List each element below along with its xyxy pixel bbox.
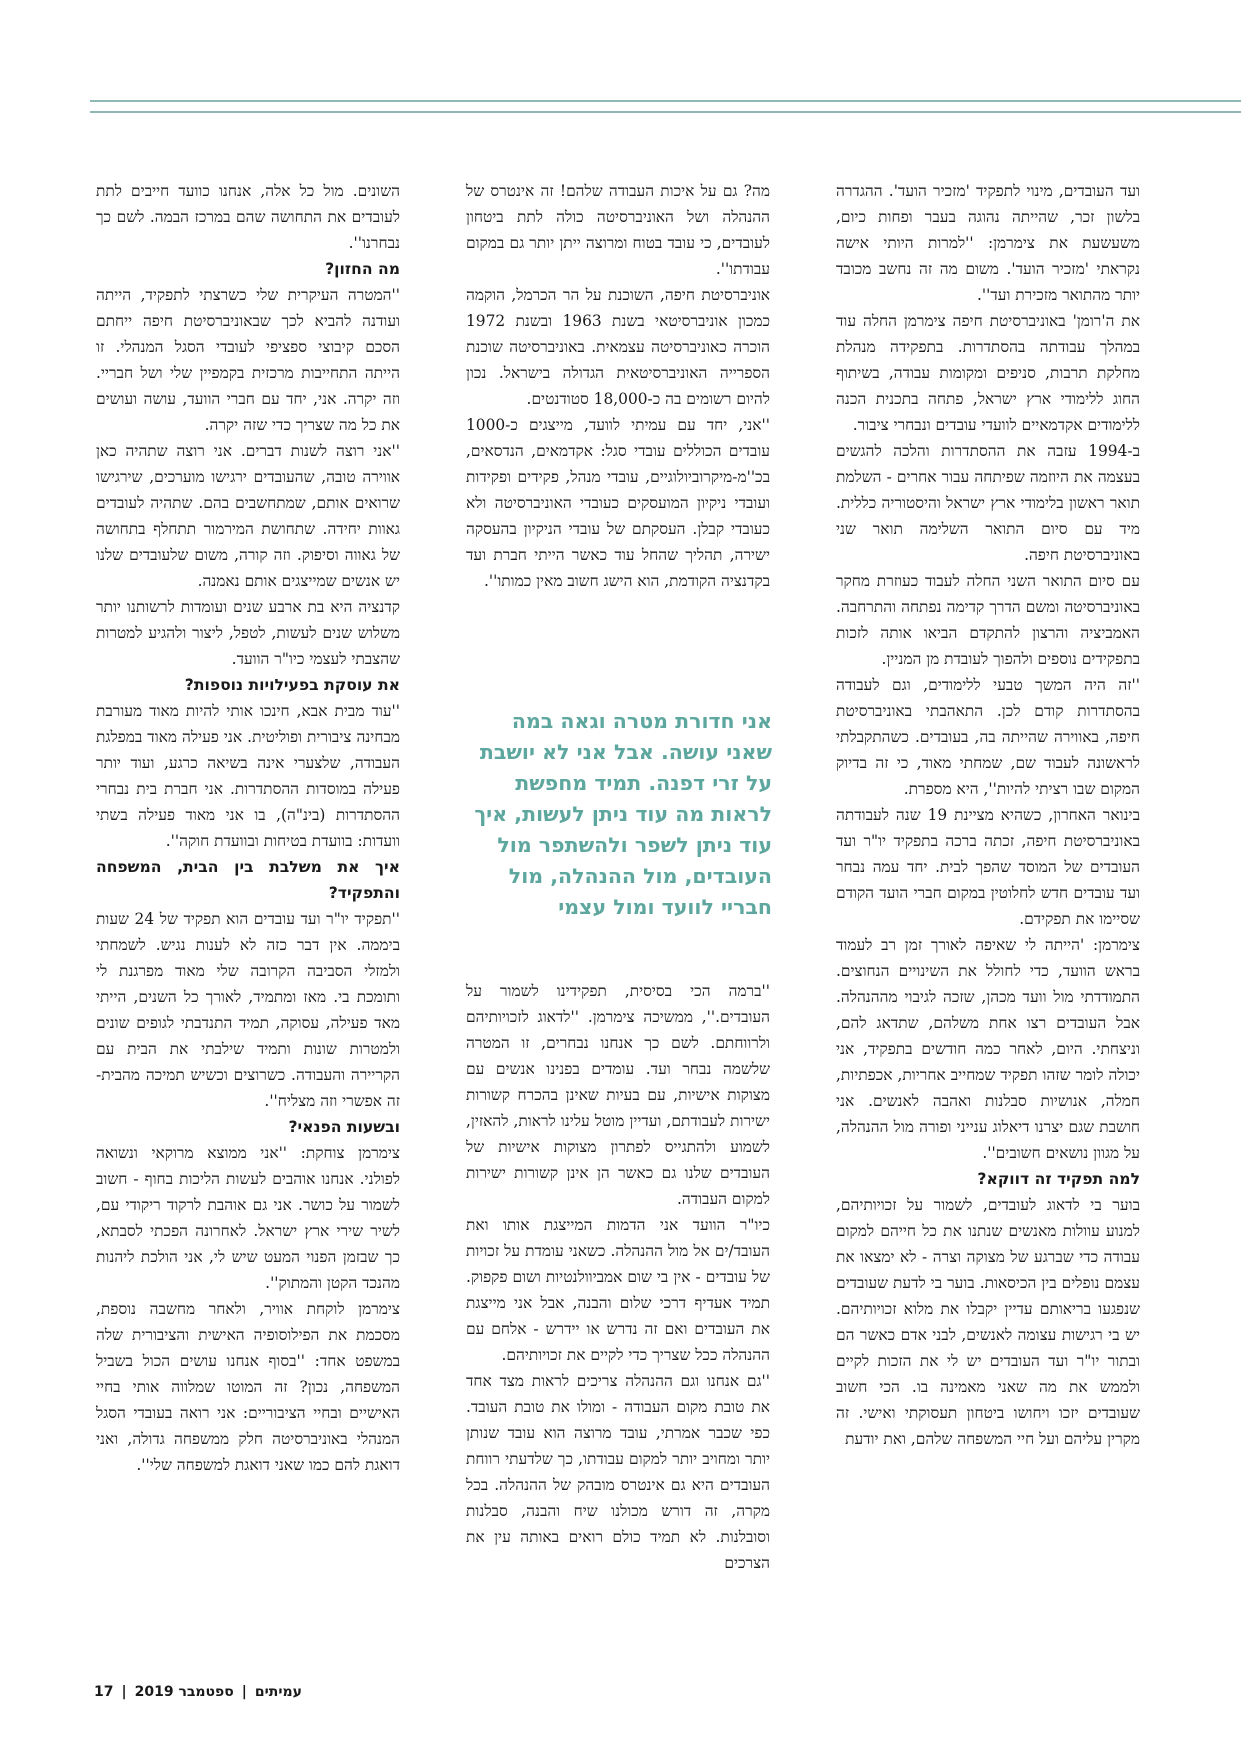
paragraph: ''אני, יחד עם עמיתי לוועד, מייצגים כ-1000 עובדים הכוללים עובדי סגל: אקדמאים, הנדסאים, בכ''מ-מיקרוביולוגיים, עובדי מנהל, פקידים ופקידות ועובדי ניקיון המועסקים כעובדי האוניברסיטה ולא כעובדי קבלן. העסקתם של עובדי הניקיון בהעסקה ישירה, תהליך שהחל עוד כאשר הייתי חברת ועד בקדנציה הקודמת, הוא הישג חשוב מאין כמותו''. <box>466 416 770 590</box>
paragraph: ''המטרה העיקרית שלי כשרצתי לתפקיד, הייתה ועודנה להביא לכך שבאוניברסיטת חיפה ייחתם הסכם קיבוצי ספציפי לעובדי הסגל המנהלי. זו הייתה התחייבות מרכזית בקמפיין שלי ושל חבריי. וזה יקרה. אני, יחד עם חברי הוועד, עושה ועושים את כל מה שצריך כדי שזה יקרה. <box>96 286 400 434</box>
paragraph: ועד העובדים, מינוי לתפקיד 'מזכיר הועד'. ההגדרה בלשון זכר, שהייתה נהוגה בעבר ופחות כיום, משעשעת את צימרמן: ''למרות היותי אישה נקראתי 'מזכיר הועד'. משום מה זה נחשב מכובד יותר מהתואר מזכירת ועד''. <box>836 182 1140 304</box>
section-heading: ובשעות הפנאי? <box>288 1118 400 1136</box>
paragraph: ''ברמה הכי בסיסית, תפקידינו לשמור על העובדים.'', ממשיכה צימרמן. ''לדאוג לזכויותיהם ולרווחתם. לשם כך אנחנו נבחרים, זו המטרה שלשמה נבחר ועד. עומדים בפנינו אנשים עם מצוקות אישיות, עם בעיות שאינן בהכרח קשורות ישירות לעבודתם, ועדיין מוטל עלינו לראות, להאזין, לשמוע ולהתגייס לפתרון מצוקות אישיות של העובדים שלנו גם כאשר הן אינן קשורות ישירות למקום העבודה. <box>466 982 770 1208</box>
paragraph: ''גם אנחנו וגם ההנהלה צריכים לראות מצד אחד את טובת מקום העבודה - ומולו את טובת העובד. כפי שכבר אמרתי, עובד מרוצה הוא עובד שנותן יותר ומחויב יותר למקום עבודתו, כך שלדעתי רווחת העובדים היא גם אינטרס מובהק של ההנהלה. בכל מקרה, זה דורש מכולנו שיח והבנה, סבלנות וסובלנות. לא תמיד כולם רואים באותה עין את הצרכים <box>466 1372 770 1572</box>
paragraph: ב-1994 עזבה את ההסתדרות והלכה להגשים בעצמה את היוזמה שפיתחה עבור אחרים - השלמת תואר ראשון בלימודי ארץ ישראל והיסטוריה כללית. מיד עם סיום התואר השלימה תואר שני באוניברסיטת חיפה. <box>836 442 1140 564</box>
paragraph: ''תפקיד יו"ר ועד עובדים הוא תפקיד של 24 שעות ביממה. אין דבר כזה לא לענות נגיש. לשמחתי ולמזלי הסביבה הקרובה שלי מאוד מפרגנת לי ותומכת בי. מאז ומתמיד, לאורך כל השנים, הייתי מאד פעילה, עסוקה, תמיד התנדבתי לגופים שונים ולמטרות שונות ותמיד שילבתי את הבית עם הקריירה והעבודה. כשרוצים וכשיש תמיכה מהבית- זה אפשרי וזה מצליח''. <box>96 910 400 1110</box>
page-footer <box>90 1684 306 1700</box>
paragraph: ''זה היה המשך טבעי ללימודים, וגם לעבודה בהסתדרות קודם לכן. התאהבתי באוניברסיטת חיפה, באווירה שהייתה בה, בעובדים. כשהתקבלתי לראשונה לעבוד שם, שמחתי מאוד, כי זה בדיוק המקום שבו רציתי להיות'', היא מספרת. <box>836 676 1140 798</box>
paragraph: צימרמן: 'הייתה לי שאיפה לאורך זמן רב לעמוד בראש הוועד, כדי לחולל את השינויים הנחוצים. התמודדתי מול וועד מכהן, שזכה לגיבוי מההנהלה. אבל העובדים רצו אחת משלהם, שתדאג להם, וניצחתי. היום, לאחר כמה חודשים בתפקיד, אני יכולה לומר שזהו תפקיד שמחייב אחריות, אכפתיות, חמלה, אנושיות סבלנות ואהבה לאנשים. אני חושבת שגם יצרנו דיאלוג ענייני ופורה מול ההנהלה, על מגוון נושאים חשובים''. <box>836 936 1140 1162</box>
section-heading: מה החזון? <box>325 260 400 278</box>
pull-quote: אני חדורת מטרה וגאה במה שאני עושה. אבל אני לא יושבת על זרי דפנה. תמיד מחפשת לראות מה עוד ניתן לעשות, איך עוד ניתן לשפר ולהשתפר מול העובדים, מול ההנהלה, מול חבריי לוועד ומול עצמי <box>474 709 772 919</box>
article-column-left <box>96 178 400 1478</box>
paragraph: כיו"ר הוועד אני הדמות המייצגת אותו ואת העובד/ים אל מול ההנהלה. כשאני עומדת על זכויות של עובדים - אין בי שום אמביוולנטיות ושום פקפוק. תמיד אעדיף דרכי שלום והבנה, אבל אני מייצגת את העובדים ואם זה נדרש או יידרש - אלחם עם ההנהלה ככל שצריך כדי לקיים את זכויותיהם. <box>466 1216 770 1364</box>
header-rule-2 <box>90 111 1241 113</box>
section-heading: למה תפקיד זה דווקא? <box>977 1170 1140 1188</box>
article-column-middle-bottom <box>466 978 770 1576</box>
separator: | <box>121 1684 127 1700</box>
magazine-name: עמיתים <box>254 1684 302 1700</box>
paragraph: בינואר האחרון, כשהיא מציינת 19 שנה לעבודתה באוניברסיטת חיפה, זכתה ברכה בתפקיד יו"ר ועד העובדים של המוסד שהפך לבית. יחד עמה נבחר ועד עובדים חדש לחלוטין במקום חברי הועד הקודם שסיימו את תפקידם. <box>836 806 1140 928</box>
paragraph: צימרמן לוקחת אוויר, ולאחר מחשבה נוספת, מסכמת את הפילוסופיה האישית והציבורית שלה במשפט אחד: ''בסוף אנחנו עושים הכול בשביל המשפחה, נכון? זה המוטו שמלווה אותי בחיי האישיים ובחיי הציבוריים: אני רואה בעובדי הסגל המנהלי באוניברסיטה חלק ממשפחה גדולה, ואני דואגת להם כמו שאני דואגת למשפחה שלי''. <box>96 1300 400 1474</box>
paragraph: עם סיום התואר השני החלה לעבוד כעוזרת מחקר באוניברסיטה ומשם הדרך קדימה נפתחה והתרחבה. האמביציה והרצון להתקדם הביאו אותה לזכות בתפקידים נוספים ולהפוך לעובדת מן המניין. <box>836 572 1140 668</box>
separator: | <box>241 1684 247 1700</box>
page-number: 17 <box>94 1684 114 1700</box>
paragraph: ''עוד מבית אבא, חינכו אותי להיות מאוד מעורבת מבחינה ציבורית ופוליטית. אני פעילה מאוד במפלגת העבודה, שלצערי אינה בשיאה כרגע, ועוד יותר פעילה במוסדות ההסתדרות. אני חברת בית נבחרי ההסתדרות (בינ"ה), בו אני מאוד פעילה בשתי וועדות: בוועדת בטיחות ובוועדת חוקה''. <box>96 702 400 850</box>
paragraph: ''אני רוצה לשנות דברים. אני רוצה שתהיה כאן אווירה טובה, שהעובדים ירגישו מוערכים, שירגישו שרואים אותם, שמתחשבים בהם. שתהיה לעובדים גאוות יחידה. שתחושת המירמור תתחלף בתחושה של גאווה וסיפוק. וזה קורה, משום שלעובדים שלנו יש אנשים שמייצגים אותם נאמנה. <box>96 442 400 590</box>
paragraph: השונים. מול כל אלה, אנחנו כוועד חייבים לתת לעובדים את התחושה שהם במרכז הבמה. לשם כך נבחרנו''. <box>96 182 400 252</box>
section-heading: את עוסקת בפעילויות נוספות? <box>184 676 400 694</box>
issue-date: ספטמבר 2019 <box>134 1684 234 1700</box>
article-column-right <box>836 178 1140 1452</box>
paragraph: מה? גם על איכות העבודה שלהם! זה אינטרס של ההנהלה ושל האוניברסיטה כולה לתת ביטחון לעובדים, כי עובד בטוח ומרוצה ייתן יותר גם במקום עבודתו''. <box>466 182 770 278</box>
article-column-middle-top <box>466 178 770 594</box>
paragraph: את ה'רומן' באוניברסיטת חיפה צימרמן החלה עוד במהלך עבודתה בהסתדרות. בתפקידה מנהלת מחלקת תרבות, סניפים ומקומות עבודה, בשיתוף החוג ללימודי ארץ ישראל, פתחה בתכנית הכנה ללימודים אקדמאיים לוועדי עובדים ונבחרי ציבור. <box>836 312 1140 434</box>
section-heading: איך את משלבת בין הבית, המשפחה והתפקיד? <box>96 858 400 902</box>
paragraph: צימרמן צוחקת: ''אני ממוצא מרוקאי ונשואה לפולני. אנחנו אוהבים לעשות הליכות בחוף - חשוב לשמור על כושר. אני גם אוהבת לרקוד ריקודי עם, לשיר שירי ארץ ישראל. לאחרונה הפכתי לסבתא, כך שבזמן הפנוי המעט שיש לי, אני הולכת ליהנות מהנכד הקטן והמתוק''. <box>96 1144 400 1292</box>
paragraph: בוער בי לדאוג לעובדים, לשמור על זכויותיהם, למנוע עוולות מאנשים שנתנו את כל חייהם למקום עבודה כדי שברגע של מצוקה וצרה - לא ימצאו את עצמם נופלים בין הכיסאות. בוער בי לדעת שעובדים שנפגעו בריאותם עדיין יקבלו את מלוא זכויותיהם. יש בי רגישות עצומה לאנשים, לבני אדם כאשר הם ובתור יו"ר ועד העובדים יש לי את הזכות לקיים ולממש את מה שאני מאמינה בו. הכי חשוב שעובדים יזכו ויחושו ביטחון תעסוקתי ואישי. זה מקרין עליהם ועל חיי המשפחה שלהם, ואת יודעת <box>836 1196 1140 1448</box>
paragraph: אוניברסיטת חיפה, השוכנת על הר הכרמל, הוקמה כמכון אוניברסיטאי בשנת 1963 ובשנת 1972 הוכרה כאוניברסיטה עצמאית. באוניברסיטה שוכנת הספרייה האוניברסיטאית הגדולה בישראל. נכון להיום רשומים בה כ-18,000 סטודנטים. <box>466 286 770 408</box>
paragraph: קדנציה היא בת ארבע שנים ועומדות לרשותנו יותר משלוש שנים לעשות, לטפל, ליצור ולהגיע למטרות שהצבתי לעצמי כיו"ר הוועד. <box>96 598 400 668</box>
header-rule <box>90 100 1241 102</box>
